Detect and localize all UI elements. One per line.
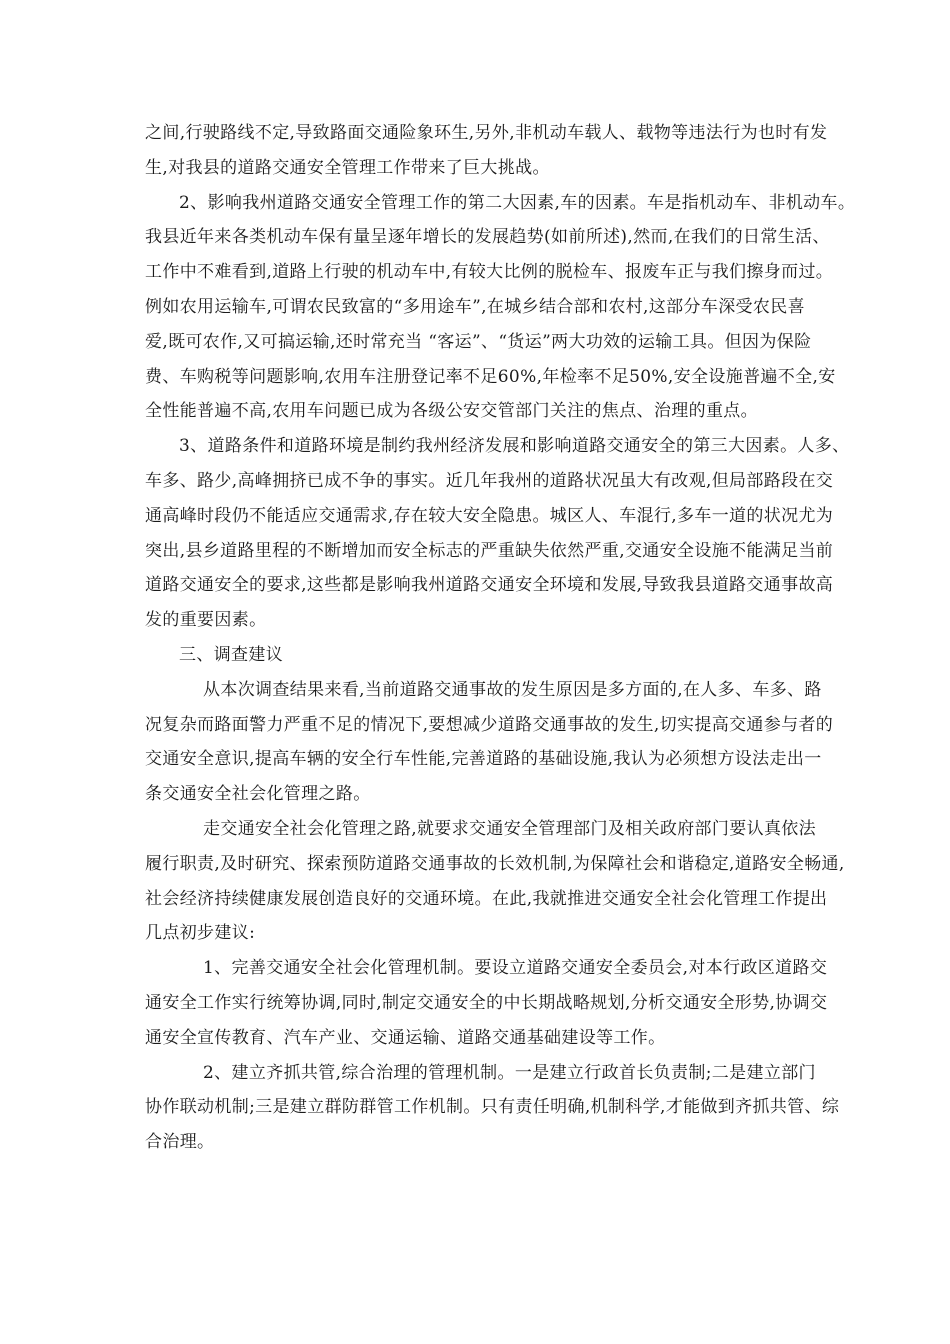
text-line: 2、建立齐抓共管,综合治理的管理机制。一是建立行政首长负责制;二是建立部门: [203, 1062, 816, 1083]
text-line: 费、车购税等问题影响,农用车注册登记率不足60%,年检率不足50%,安全设施普遍不全,安: [145, 366, 836, 387]
text-line: 工作中不难看到,道路上行驶的机动车中,有较大比例的脱检车、报废车正与我们擦身而过。: [145, 262, 834, 283]
text-line: 之间,行驶路线不定,导致路面交通险象环生,另外,非机动车载人、载物等违法行为也时有发: [145, 123, 828, 143]
text-line: 例如农用运输车,可谓农民致富的“多用途车”,在城乡结合部和农村,这部分车深受农民喜: [145, 296, 805, 317]
text-line: 条交通安全社会化管理之路。: [145, 784, 371, 805]
text-line: 全性能普遍不高,农用车问题已成为各级公安交管部门关注的焦点、治理的重点。: [145, 401, 759, 422]
text-line: 车多、路少,高峰拥挤已成不争的事实。近几年我州的道路状况虽大有改观,但局部路段在交: [145, 470, 834, 491]
text-line: 通安全宣传教育、汽车产业、交通运输、道路交通基础建设等工作。: [145, 1027, 666, 1048]
text-line: 生,对我县的道路交通安全管理工作带来了巨大挑战。: [145, 157, 550, 178]
text-line: 几点初步建议:: [145, 923, 256, 944]
text-line: 从本次调查结果来看,当前道路交通事故的发生原因是多方面的,在人多、车多、路: [203, 679, 822, 700]
section-heading: 三、调查建议: [179, 644, 284, 665]
text-line: 1、完善交通安全社会化管理机制。要设立道路交通安全委员会,对本行政区道路交: [203, 958, 828, 979]
text-line: 合治理。: [145, 1132, 215, 1153]
text-line: 交通安全意识,提高车辆的安全行车性能,完善道路的基础设施,我认为必须想方设法走出一: [145, 749, 822, 770]
document-page: [145, 116, 856, 1160]
text-line: 道路交通安全的要求,这些都是影响我州道路交通安全环境和发展,导致我县道路交通事故高: [145, 575, 834, 596]
text-line: 通高峰时段仍不能适应交通需求,存在较大安全隐患。城区人、车混行,多车一道的状况尤为: [145, 505, 834, 526]
text-line: 2、影响我州道路交通安全管理工作的第二大因素,车的因素。车是指机动车、非机动车。: [179, 192, 856, 213]
text-line: 协作联动机制;三是建立群防群管工作机制。只有责任明确,机制科学,才能做到齐抓共管、综: [145, 1097, 840, 1118]
text-line: 履行职责,及时研究、探索预防道路交通事故的长效机制,为保障社会和谐稳定,道路安全畅通,: [145, 853, 845, 874]
text-line: 走交通安全社会化管理之路,就要求交通安全管理部门及相关政府部门要认真依法: [203, 818, 817, 839]
text-line: 社会经济持续健康发展创造良好的交通环境。在此,我就推进交通安全社会化管理工作提出: [145, 888, 828, 909]
text-line: 3、道路条件和道路环境是制约我州经济发展和影响道路交通安全的第三大因素。人多、: [179, 436, 850, 457]
text-line: 爱,既可农作,又可搞运输,还时常充当 “客运”、“货运”两大功效的运输工具。但因为保险: [145, 331, 812, 352]
text-line: 况复杂而路面警力严重不足的情况下,要想减少道路交通事故的发生,切实提高交通参与者的: [145, 714, 834, 735]
text-line: 我县近年来各类机动车保有量呈逐年增长的发展趋势(如前所述),然而,在我们的日常生活、: [145, 227, 830, 248]
text-line: 发的重要因素。: [145, 610, 267, 631]
text-line: 通安全工作实行统筹协调,同时,制定交通安全的中长期战略规划,分析交通安全形势,协调交: [145, 992, 828, 1013]
text-line: 突出,县乡道路里程的不断增加而安全标志的严重缺失依然严重,交通安全设施不能满足当前: [145, 540, 834, 561]
